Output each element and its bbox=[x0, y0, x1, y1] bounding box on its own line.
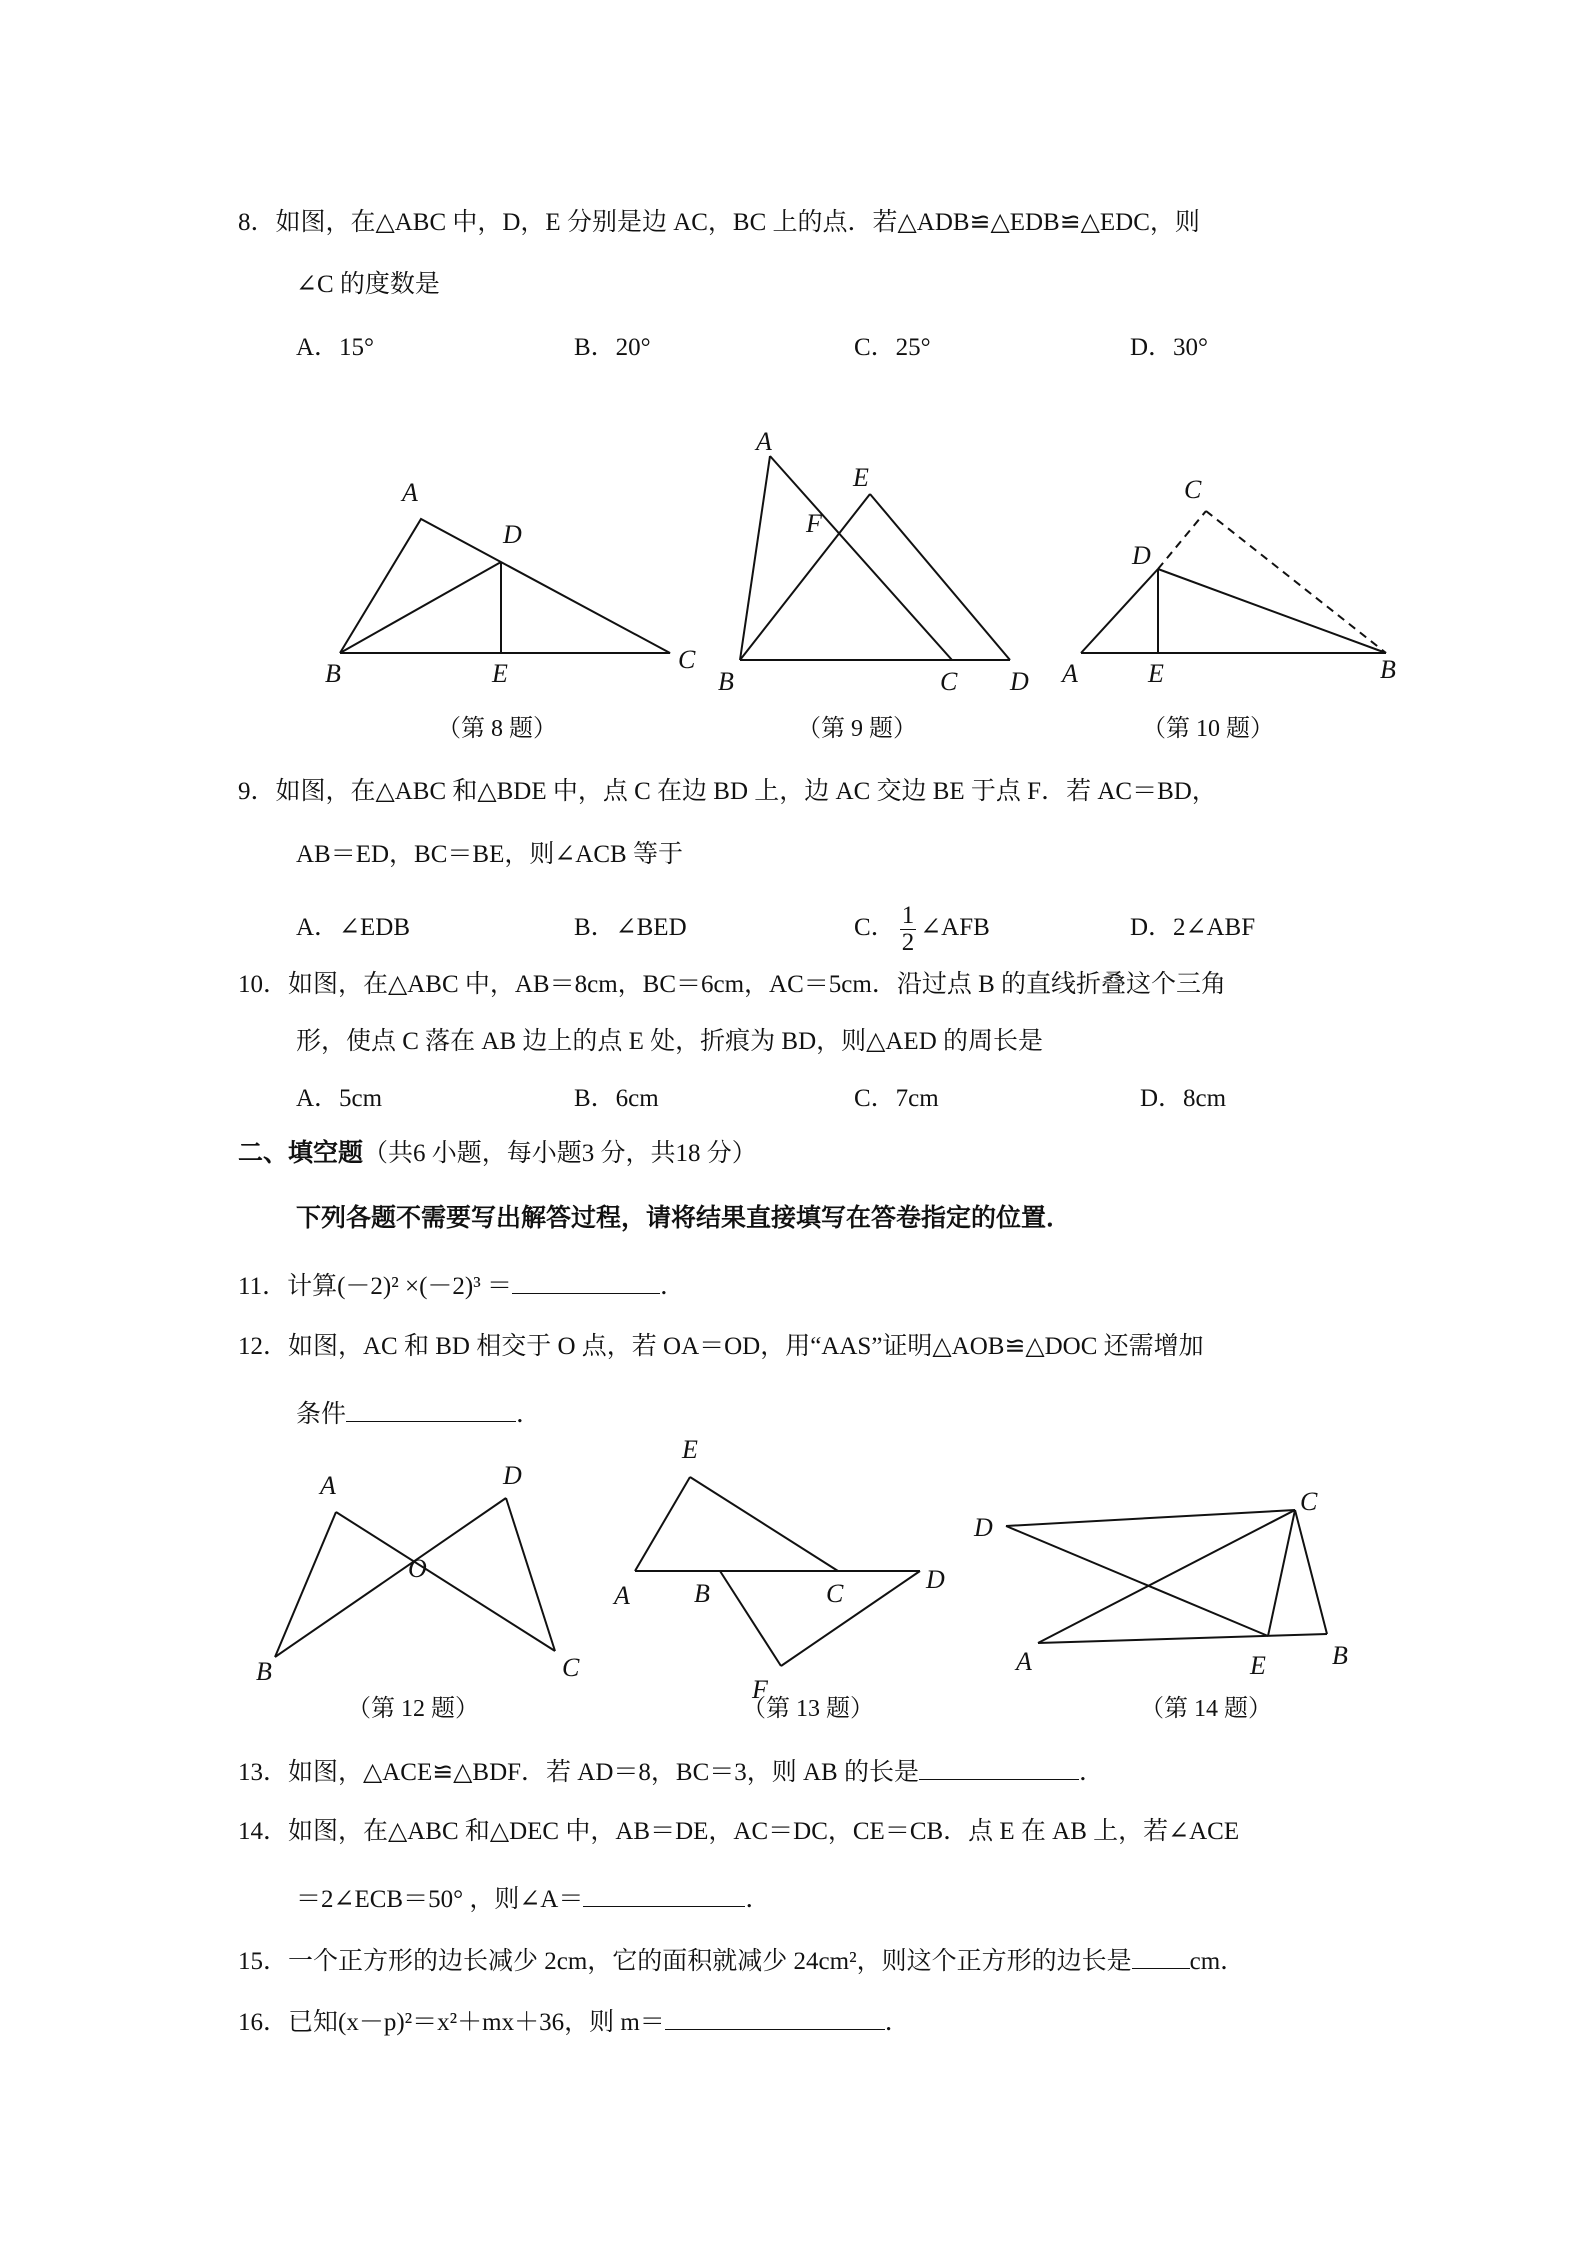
figure-14 bbox=[970, 1480, 1360, 1710]
q12-line2 bbox=[296, 1395, 541, 1432]
q9-line2: AB＝ED，BC＝BE，则∠ACB 等于 bbox=[296, 841, 683, 868]
fig8-label-c: C bbox=[678, 645, 696, 674]
q13-answer-blank[interactable] bbox=[919, 1753, 1079, 1780]
fig13-label-d: D bbox=[926, 1565, 945, 1594]
fig12-label-b: B bbox=[256, 1657, 272, 1686]
fig9-label-c: C bbox=[940, 667, 958, 696]
q16-end: ． bbox=[884, 2009, 910, 2036]
fig10-label-e: E bbox=[1148, 659, 1164, 688]
q10-option-d: D．8cm bbox=[1140, 1085, 1227, 1112]
q8-option-b: B．20° bbox=[574, 334, 651, 361]
q12-text: 条件 bbox=[296, 1401, 347, 1428]
fig14-label-e: E bbox=[1250, 1651, 1266, 1680]
fig14-caption: （第 14 题） bbox=[1140, 1696, 1272, 1722]
fig8-label-d: D bbox=[503, 520, 522, 549]
q9-option-a: A．∠EDB bbox=[296, 914, 411, 941]
q9-option-c-fraction bbox=[900, 903, 917, 956]
fig9-caption: （第 9 题） bbox=[797, 716, 917, 742]
fig12-caption: （第 12 题） bbox=[347, 1696, 479, 1722]
q9-option-c bbox=[854, 898, 990, 958]
q8-line1: 8．如图，在△ABC 中，D，E 分别是边 AC，BC 上的点．若△ADB≌△EDB≌△EDC，则 bbox=[238, 209, 1200, 236]
figure-9 bbox=[700, 420, 1060, 710]
q14-line1: 14．如图，在△ABC 和△DEC 中，AB＝DE，AC＝DC，CE＝CB．点 E 在 AB 上，若∠ACE bbox=[238, 1818, 1240, 1845]
q8-option-c: C．25° bbox=[854, 334, 931, 361]
q9-option-c-numerator: 1 bbox=[901, 901, 915, 929]
q10-line2: 形，使点 C 落在 AB 边上的点 E 处，折痕为 BD，则△AED 的周长是 bbox=[296, 1028, 1044, 1055]
q9-option-c-tail: ∠AFB bbox=[920, 914, 990, 941]
fig8-caption: （第 8 题） bbox=[437, 716, 557, 742]
fig8-label-a: A bbox=[402, 478, 418, 507]
q8-line2: ∠C 的度数是 bbox=[296, 271, 440, 298]
fig10-label-b: B bbox=[1380, 655, 1396, 684]
q11 bbox=[238, 1267, 685, 1304]
fig14-label-b: B bbox=[1332, 1641, 1348, 1670]
q15-text: 15．一个正方形的边长减少 2cm，它的面积就减少 24cm²，则这个正方形的边长是 bbox=[238, 1948, 1132, 1975]
fig9-label-f: F bbox=[806, 509, 822, 538]
q9-option-d: D．2∠ABF bbox=[1130, 914, 1256, 941]
q10-option-b: B．6cm bbox=[574, 1085, 659, 1112]
q11-text: 11．计算(－2)² ×(－2)³ ＝ bbox=[238, 1273, 512, 1300]
q8-option-d: D．30° bbox=[1130, 334, 1209, 361]
fig12-label-o: O bbox=[408, 1554, 427, 1583]
fig14-label-c: C bbox=[1300, 1487, 1318, 1516]
q14-line2 bbox=[296, 1880, 770, 1917]
q15 bbox=[238, 1942, 1245, 1979]
q10-option-c: C．7cm bbox=[854, 1085, 939, 1112]
fig10-label-c: C bbox=[1184, 475, 1202, 504]
q12-end: ． bbox=[516, 1401, 542, 1428]
fig13-label-b: B bbox=[694, 1579, 710, 1608]
figure-8 bbox=[300, 460, 720, 710]
fig8-label-b: B bbox=[325, 659, 341, 688]
fig13-label-c: C bbox=[826, 1579, 844, 1608]
q14-end: ． bbox=[745, 1886, 771, 1913]
fig10-caption: （第 10 题） bbox=[1142, 716, 1274, 742]
fig12-label-d: D bbox=[503, 1461, 522, 1490]
fig12-label-a: A bbox=[320, 1471, 336, 1500]
section2-heading bbox=[238, 1137, 757, 1171]
fig13-label-f: F bbox=[752, 1675, 768, 1704]
q16-text: 16．已知(x－p)²＝x²＋mx＋36，则 m＝ bbox=[238, 2009, 665, 2036]
figure-10 bbox=[1050, 460, 1410, 710]
q13-end: ． bbox=[1078, 1759, 1104, 1786]
section2-title: 二、填空题 bbox=[238, 1140, 364, 1167]
fig9-label-b: B bbox=[718, 667, 734, 696]
fig9-label-e: E bbox=[853, 463, 869, 492]
fig13-label-a: A bbox=[614, 1581, 630, 1610]
fig8-label-e: E bbox=[492, 659, 508, 688]
fig10-label-d: D bbox=[1132, 541, 1151, 570]
section2-instruction: 下列各题不需要写出解答过程，请将结果直接填写在答卷指定的位置． bbox=[296, 1205, 1072, 1232]
q10-option-a: A．5cm bbox=[296, 1085, 383, 1112]
q14-text: ＝2∠ECB＝50° ，则∠A＝ bbox=[296, 1886, 584, 1913]
fig9-label-d: D bbox=[1010, 667, 1029, 696]
fig10-label-a: A bbox=[1062, 659, 1078, 688]
figure-12 bbox=[250, 1450, 610, 1710]
q12-line1: 12．如图，AC 和 BD 相交于 O 点，若 OA＝OD，用“AAS”证明△AOB≌△DOC 还需增加 bbox=[238, 1333, 1204, 1360]
fig14-label-a: A bbox=[1016, 1647, 1032, 1676]
q11-end: ． bbox=[659, 1273, 685, 1300]
q13-text: 13．如图，△ACE≌△BDF．若 AD＝8，BC＝3，则 AB 的长是 bbox=[238, 1759, 919, 1786]
section2-detail: （共6 小题，每小题3 分，共18 分） bbox=[363, 1140, 757, 1167]
q8-option-a: A．15° bbox=[296, 334, 375, 361]
fig13-caption: （第 13 题） bbox=[742, 1696, 874, 1722]
q10-line1: 10．如图，在△ABC 中，AB＝8cm，BC＝6cm，AC＝5cm．沿过点 B 的直线折叠这个三角 bbox=[238, 971, 1226, 998]
q9-option-c-denominator: 2 bbox=[901, 928, 915, 956]
q9-line1: 9．如图，在△ABC 和△BDE 中，点 C 在边 BD 上，边 AC 交边 BE 于点 F．若 AC＝BD， bbox=[238, 778, 1217, 805]
q9-option-c-prefix: C． bbox=[854, 914, 896, 941]
q13 bbox=[238, 1753, 1104, 1790]
fig12-label-c: C bbox=[562, 1653, 580, 1682]
fig13-label-e: E bbox=[682, 1435, 698, 1464]
fig14-label-d: D bbox=[974, 1513, 993, 1542]
figure-13 bbox=[610, 1420, 960, 1710]
q12-answer-blank[interactable] bbox=[346, 1395, 516, 1422]
q16-answer-blank[interactable] bbox=[665, 2003, 885, 2030]
q11-answer-blank[interactable] bbox=[512, 1267, 660, 1294]
q15-answer-blank[interactable] bbox=[1132, 1942, 1190, 1969]
q15-end: cm． bbox=[1189, 1948, 1246, 1975]
q9-option-b: B．∠BED bbox=[574, 914, 687, 941]
q16 bbox=[238, 2003, 910, 2040]
q14-answer-blank[interactable] bbox=[583, 1880, 745, 1907]
fig9-label-a: A bbox=[756, 427, 772, 456]
